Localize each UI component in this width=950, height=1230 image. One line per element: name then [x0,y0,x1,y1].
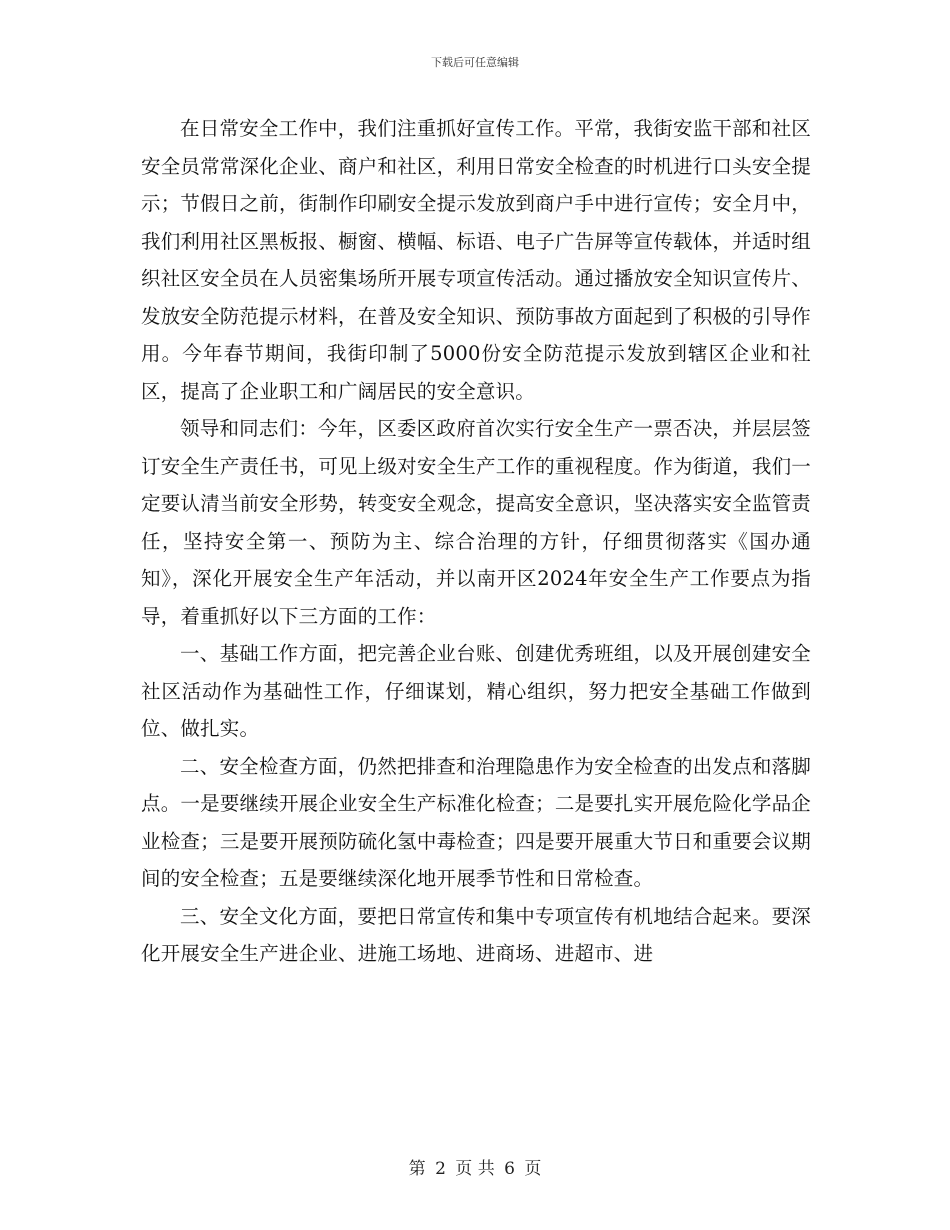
footer-prefix: 第 [408,1159,426,1179]
header-note: 下载后可任意编辑 [431,56,519,69]
paragraph-safety-culture: 三、安全文化方面，要把日常宣传和集中专项宣传有机地结合起来。要深化开展安全生产进企业、进施工场地、进商场、进超市、进 [141,904,811,965]
paragraph-leaders-address: 领导和同志们：今年，区委区政府首次实行安全生产一票否决，并层层签订安全生产责任书，可见上级对安全生产工作的重视程度。作为街道，我们一定要认清当前安全形势，转变安全观念，提高安全意识，坚决落实安全监管责任，坚持安全第一、预防为主、综合治理的方针，仔细贯彻落实《国办通知》，深化开展安全生产年活动，并以南开区2024年安全生产工作要点为指导，着重抓好以下三方面的工作： [141,417,811,628]
footer-suffix: 页 [524,1159,542,1179]
paragraph-publicity: 在日常安全工作中，我们注重抓好宣传工作。平常，我街安监干部和社区安全员常常深化企业、商户和社区，利用日常安全检查的时机进行口头安全提示；节假日之前，街制作印刷安全提示发放到商户手中进行宣传；安全月中，我们利用社区黑板报、橱窗、横幅、标语、电子广告屏等宣传载体，并适时组织社区安全员在人员密集场所开展专项宣传活动。通过播放安全知识宣传片、发放安全防范提示材料，在普及安全知识、预防事故方面起到了积极的引导作用。今年春节期间，我街印制了5000份安全防范提示发放到辖区企业和社区，提高了企业职工和广阔居民的安全意识。 [141,117,811,403]
page-footer [0,1154,950,1179]
footer-middle: 页 共 [455,1159,495,1179]
footer-total-pages: 6 [504,1159,515,1179]
footer-page-number: 2 [435,1159,446,1179]
document-body [141,110,811,973]
paragraph-safety-inspection: 二、安全检查方面，仍然把排查和治理隐患作为安全检查的出发点和落脚点。一是要继续开展企业安全生产标准化检查；二是要扎实开展危险化学品企业检查；三是要开展预防硫化氢中毒检查；四是要开展重大节日和重要会议期间的安全检查；五是要继续深化地开展季节性和日常检查。 [141,754,811,890]
paragraph-basic-work: 一、基础工作方面，把完善企业台账、创建优秀班组，以及开展创建安全社区活动作为基础性工作，仔细谋划，精心组织，努力把安全基础工作做到位、做扎实。 [141,642,811,740]
